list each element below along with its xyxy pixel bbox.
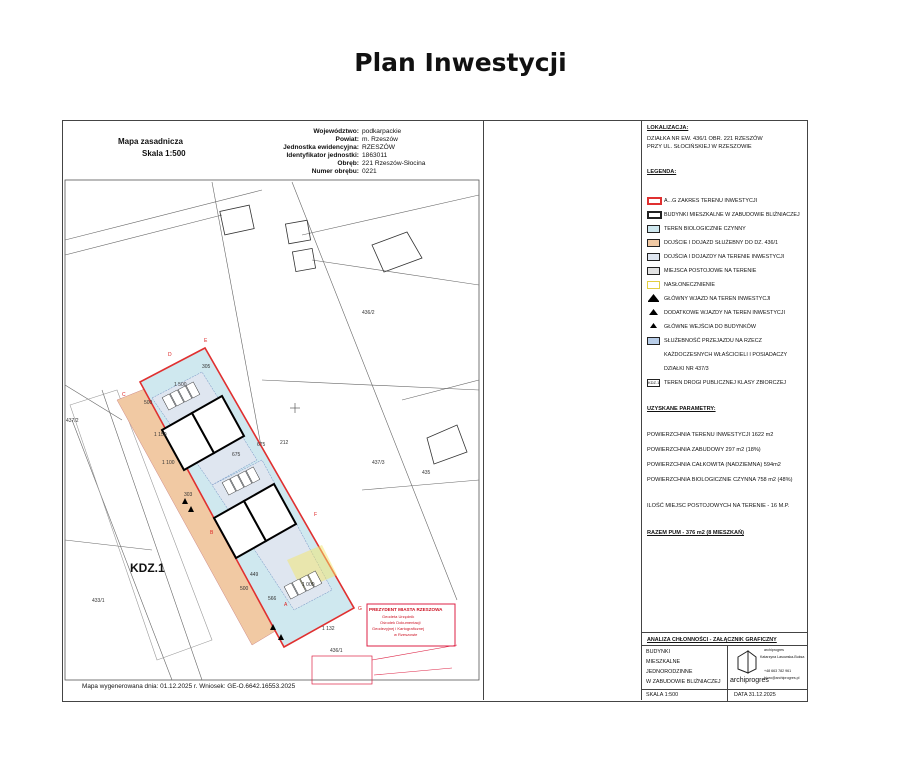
date-text: DATA 31.12.2025 [734, 692, 776, 698]
scale-text: SKALA 1:500 [646, 692, 679, 698]
info-value: 0221 [362, 168, 377, 175]
param-line: POWIERZCHNIA CAŁKOWITA (NADZIEMNA) 594m2 [647, 462, 781, 468]
project-line: BUDYNKI [646, 649, 670, 655]
legend-swatch [647, 281, 660, 289]
legend-item: NASŁONECZNIENIE [664, 282, 715, 288]
legend-item: DOJŚCIE I DOJAZD SŁUŻEBNY DO DZ. 436/1 [664, 240, 779, 246]
info-label: Jednostka ewidencyjna: [283, 144, 359, 151]
site-map[interactable] [62, 120, 483, 700]
corner-label: F [314, 512, 318, 518]
dimension-label: 1 000 [302, 582, 315, 588]
dimension-label: 500 [144, 400, 153, 406]
param-line: POWIERZCHNIA BIOLOGICZNIE CZYNNA 758 m2 (48%) [647, 477, 793, 483]
dimension-label: 449 [250, 572, 259, 578]
dimension-label: 305 [202, 364, 211, 370]
param-line: POWIERZCHNIA ZABUDOWY 297 m2 (18%) [647, 447, 761, 453]
project-line: W ZABUDOWIE BLIŹNIACZEJ [646, 679, 721, 685]
archiprogres-logo-icon [736, 649, 758, 675]
legend-item: A...G ZAKRES TERENU INWESTYCJI [664, 198, 758, 204]
firm-name: archiprogres [730, 677, 769, 684]
info-panel [483, 120, 807, 700]
legend-item: BUDYNKI MIESZKALNE W ZABUDOWIE BLIŹNIACZEJ [664, 212, 800, 218]
map-drawing [62, 120, 483, 700]
info-label: Numer obrębu: [311, 168, 359, 175]
info-label: Obręb: [337, 160, 359, 167]
legend-item: DODATKOWE WJAZDY NA TEREN INWESTYCJI [664, 310, 785, 316]
legend-swatch: KDZ.1 [648, 380, 660, 385]
corner-label: E [204, 338, 208, 344]
dimension-label: 303 [184, 492, 193, 498]
parcel-label: 435 [422, 470, 431, 476]
grid-cross [290, 403, 300, 413]
location-line: PRZY UL. SŁOCIŃSKIEJ W RZESZOWIE [647, 144, 752, 150]
dimension-label: 1 132 [322, 626, 335, 632]
legend-item: SŁUŻEBNOŚĆ PRZEJAZDU NA RZECZ [664, 338, 762, 344]
designer-line: Katarzyna Lasowska-Buksa [760, 655, 805, 659]
location-line: DZIAŁKA NR EW. 436/1 OBR. 221 RZESZÓW [647, 136, 763, 142]
legend-swatch [647, 197, 662, 205]
parcel-label: 437/3 [372, 460, 385, 466]
info-value: 1863011 [362, 152, 388, 159]
map-scale: Skala 1:500 [142, 149, 186, 158]
map-title: Mapa zasadnicza [118, 137, 183, 146]
param-line: POWIERZCHNIA TERENU INWESTYCJI 1622 m2 [647, 432, 774, 438]
legend-item: DZIAŁKI NR 437/3 [664, 366, 709, 372]
extra-entry-icon [649, 308, 658, 316]
legend-swatch [647, 211, 662, 219]
designer-line: biuro@archiprogres.pl [764, 676, 800, 680]
info-value: podkarpackie [362, 128, 402, 135]
legend-column [641, 120, 808, 700]
legend-item: TEREN BIOLOGICZNIE CZYNNY [664, 226, 746, 232]
main-entry-icon [648, 294, 659, 302]
designer-line: +48 663 782 961 [764, 669, 792, 673]
stamp-text: Geodeta Urzędnik [382, 614, 415, 619]
title-block [642, 632, 808, 701]
road-label: KDZ.1 [130, 561, 165, 575]
corner-label: B [210, 530, 214, 536]
stamp-text: Geodezyjnej i Kartograficznej [372, 626, 425, 631]
legend-item: TEREN DROGI PUBLICZNEJ KLASY ZBIORCZEJ [664, 380, 787, 386]
legend-swatch [647, 239, 660, 247]
stamp-text: w Rzeszowie [394, 632, 418, 637]
project-line: MIESZKALNE [646, 659, 681, 665]
dimension-label: 1 500 [174, 382, 187, 388]
dimension-label: 212 [280, 440, 289, 446]
map-footer: Mapa wygenerowana dnia: 01.12.2025 r. Wniosek: GE-O.6642.16553.2025 [82, 683, 296, 690]
info-label: Powiat: [335, 136, 359, 143]
info-label: Województwo: [313, 128, 359, 135]
dimension-label: 500 [240, 586, 249, 592]
legend-item: MIEJSCA POSTOJOWE NA TERENIE [664, 268, 757, 274]
corner-label: D [168, 352, 172, 358]
corner-label: A [284, 602, 288, 608]
legend-title: LEGENDA: [647, 169, 677, 175]
legend-item: GŁÓWNY WJAZD NA TEREN INWESTYCJI [664, 296, 771, 302]
params-title: UZYSKANE PARAMETRY: [647, 406, 716, 412]
stamp-text: PREZYDENT MIASTA RZESZOWA [369, 607, 443, 612]
info-value: 221 Rzeszów-Słocina [362, 160, 426, 167]
parcel-label: 437/2 [66, 418, 79, 424]
building-entrance-icon [650, 322, 657, 329]
dimension-label: 675 [257, 442, 266, 448]
pum-line: RAZEM PUM - 376 m2 (8 MIESZKAŃ) [647, 530, 744, 536]
corner-label: C [122, 392, 126, 398]
dimension-label: 1 150 [154, 432, 167, 438]
stamp-text: Ośrodek Dokumentacji [380, 620, 421, 625]
designer-line: archiprogres [764, 648, 784, 652]
location-title: LOKALIZACJA: [647, 125, 689, 131]
corner-label: G [358, 606, 362, 612]
info-value: m. Rzeszów [362, 136, 398, 143]
dimension-label: 675 [232, 452, 241, 458]
legend-item: KAŻDOCZESNYCH WŁAŚCICIELI I POSIADACZY [664, 352, 788, 358]
title-block-heading: ANALIZA CHŁONNOŚCI - ZAŁĄCZNIK GRAFICZNY [647, 637, 777, 643]
parcel-label: 436/1 [330, 648, 343, 654]
legend-item: GŁÓWNE WEJŚCIA DO BUDYNKÓW [664, 324, 756, 330]
info-value: RZESZÓW [362, 144, 395, 151]
legend-swatch [647, 225, 660, 233]
project-line: JEDNORODZINNE [646, 669, 693, 675]
legend-swatch [647, 337, 660, 345]
legend-swatch [647, 267, 660, 275]
dimension-label: 566 [268, 596, 277, 602]
parking-line: ILOŚĆ MIEJSC POSTOJOWYCH NA TERENIE - 16 M.P. [647, 503, 790, 509]
info-label: Identyfikator jednostki: [286, 152, 359, 159]
parcel-label: 433/1 [92, 598, 105, 604]
legend-swatch [647, 253, 660, 261]
dimension-label: 1 100 [162, 460, 175, 466]
legend-item: DOJŚCIA I DOJAZDY NA TERENIE INWESTYCJI [664, 254, 785, 260]
page-title: Plan Inwestycji [354, 48, 567, 77]
parcel-label: 436/2 [362, 310, 375, 316]
